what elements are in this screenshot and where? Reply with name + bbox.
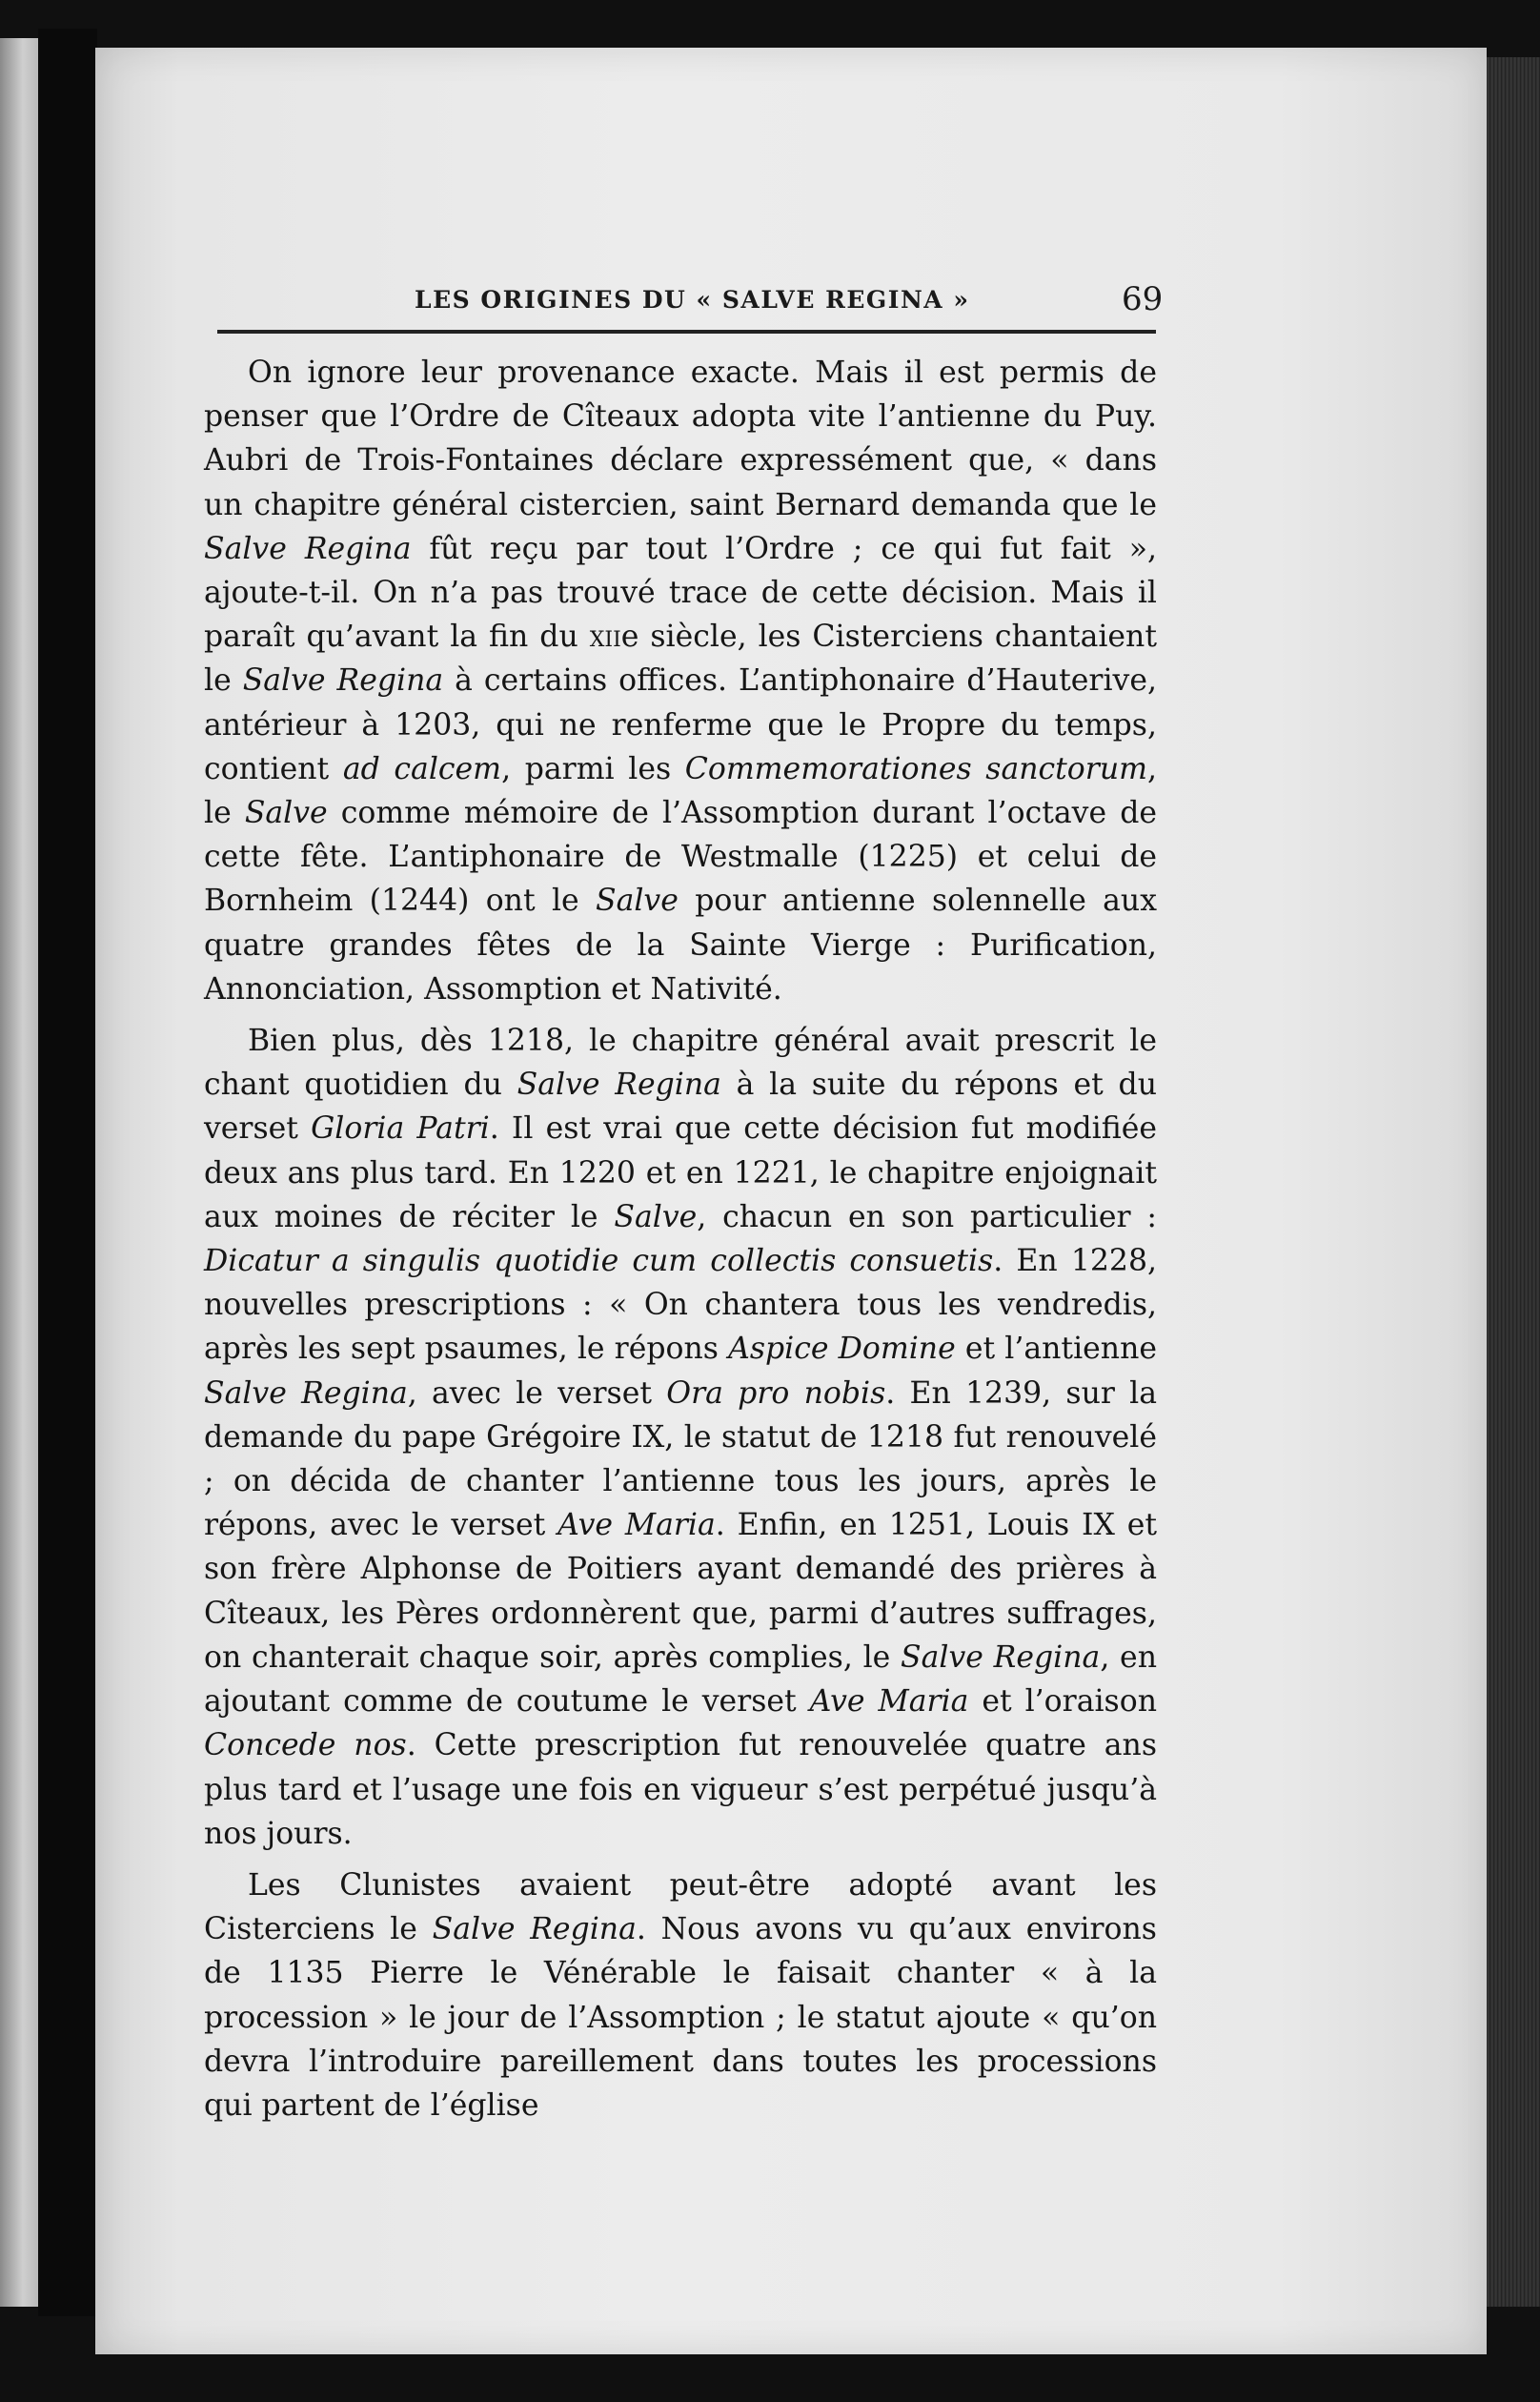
text-span: , chacun en son particulier : xyxy=(697,1199,1157,1234)
text-span: , le xyxy=(204,751,1158,831)
paragraph xyxy=(204,1863,1157,2127)
italic-span: Commemorationes sanctorum xyxy=(684,751,1147,786)
text-span: . En 1228, nouvelles prescriptions : « On chantera tous les vendredis, après les sept psaumes, le répons xyxy=(204,1244,1157,1367)
text-span: comme mémoire de l’Assomption durant l’octave de cette fête. L’antiphonaire de Westmalle (1225) et celui de Bornheim (1244) ont le xyxy=(204,796,1157,919)
text-span: Bien plus, dès 1218, le chapitre général avait prescrit le chant quotidien du xyxy=(204,1024,1157,1103)
italic-span: Salve Regina xyxy=(517,1068,721,1103)
text-span: à la suite du répons et du verset xyxy=(204,1068,1157,1147)
text-span: pour antienne solennelle aux quatre grandes fêtes de la Sainte Vierge : Purification, Annonciation, Assomption et Nativité. xyxy=(204,884,1157,1007)
italic-span: Salve xyxy=(614,1199,698,1234)
previous-page-edge xyxy=(0,38,38,2307)
paragraph xyxy=(204,1019,1157,1856)
text-span: . Il est vrai que cette décision fut modifiée deux ans plus tard. En 1220 et en 1221, le chapitre enjoignait aux moines de réciter le xyxy=(204,1111,1157,1234)
paragraph xyxy=(204,351,1157,1011)
italic-span: Ora pro nobis xyxy=(666,1375,886,1411)
italic-span: Salve xyxy=(596,884,679,919)
italic-span: Aspice Domine xyxy=(728,1332,956,1367)
text-span: e siècle, les Cisterciens chantaient le xyxy=(204,620,1158,699)
text-span: . Nous avons vu qu’aux environs de 1135 Pierre le Vénérable le faisait chanter « à la procession » le jour de l’Assomption ; le statut ajoute « qu’on devra l’introduire pareillement dans toutes les processions qui partent de l’église xyxy=(204,1912,1157,2123)
body-text xyxy=(204,351,1157,2135)
header-rule xyxy=(217,330,1156,334)
italic-span: Salve Regina xyxy=(901,1639,1101,1675)
italic-span: Gloria Patri xyxy=(311,1111,490,1147)
text-span: fût reçu par tout l’Ordre ; ce qui fut fait », ajoute-t-il. On n’a pas trouvé trace de cette décision. Mais il paraît qu’avant la fin du xyxy=(204,531,1157,655)
text-span: . En 1239, sur la demande du pape Grégoire IX, le statut de 1218 fut renouvelé ; on décida de chanter l’antienne tous les jours, après le répons, avec le verset xyxy=(204,1375,1157,1543)
text-span: On ignore leur provenance exacte. Mais il est permis de penser que l’Ordre de Cîteaux adopta vite l’antienne du Puy. Aubri de Trois-Fontaines déclare expressément que, « dans un chapitre général cistercien, saint Bernard demanda que le xyxy=(204,356,1157,522)
italic-span: Salve Regina xyxy=(204,531,412,566)
page-stack-edge xyxy=(1487,57,1540,2307)
italic-span: ad calcem xyxy=(342,751,502,786)
italic-span: Salve xyxy=(244,796,328,831)
running-head-title: LES ORIGINES DU « SALVE REGINA » xyxy=(415,286,970,314)
italic-span: Ave Maria xyxy=(557,1508,716,1543)
italic-span: Salve Regina xyxy=(242,663,444,699)
italic-span: Salve Regina xyxy=(204,1375,408,1411)
small-caps-span: xii xyxy=(589,620,621,655)
italic-span: Dicatur a singulis quotidie cum collectis consuetis xyxy=(204,1244,994,1279)
running-head xyxy=(210,276,1163,334)
book-spine-shadow xyxy=(38,29,97,2316)
text-span: . Cette prescription fut renouvelée quatre ans plus tard et l’usage une fois en vigueur s’est perpétué jusqu’à nos jours. xyxy=(204,1728,1157,1851)
text-span: à certains offices. L’antiphonaire d’Hauterive, antérieur à 1203, qui ne renferme que le Propre du temps, contient xyxy=(204,663,1157,786)
italic-span: Ave Maria xyxy=(809,1684,969,1720)
italic-span: Concede nos xyxy=(204,1728,407,1763)
text-span: . Enfin, en 1251, Louis IX et son frère Alphonse de Poitiers ayant demandé des prières à Cîteaux, les Pères ordonnèrent que, parmi d’autres suffrages, on chanterait chaque soir, après complies, le xyxy=(204,1508,1157,1675)
text-span: , en ajoutant comme de coutume le verset xyxy=(204,1639,1157,1720)
text-span: et l’oraison xyxy=(968,1684,1157,1720)
text-span: , avec le verset xyxy=(407,1375,667,1411)
text-span: Les Clunistes avaient peut-être adopté avant les Cisterciens le xyxy=(204,1867,1157,1947)
italic-span: Salve Regina xyxy=(432,1912,637,1947)
page-number: 69 xyxy=(1122,280,1164,318)
text-span: , parmi les xyxy=(501,751,685,786)
text-span: et l’antienne xyxy=(955,1332,1158,1367)
